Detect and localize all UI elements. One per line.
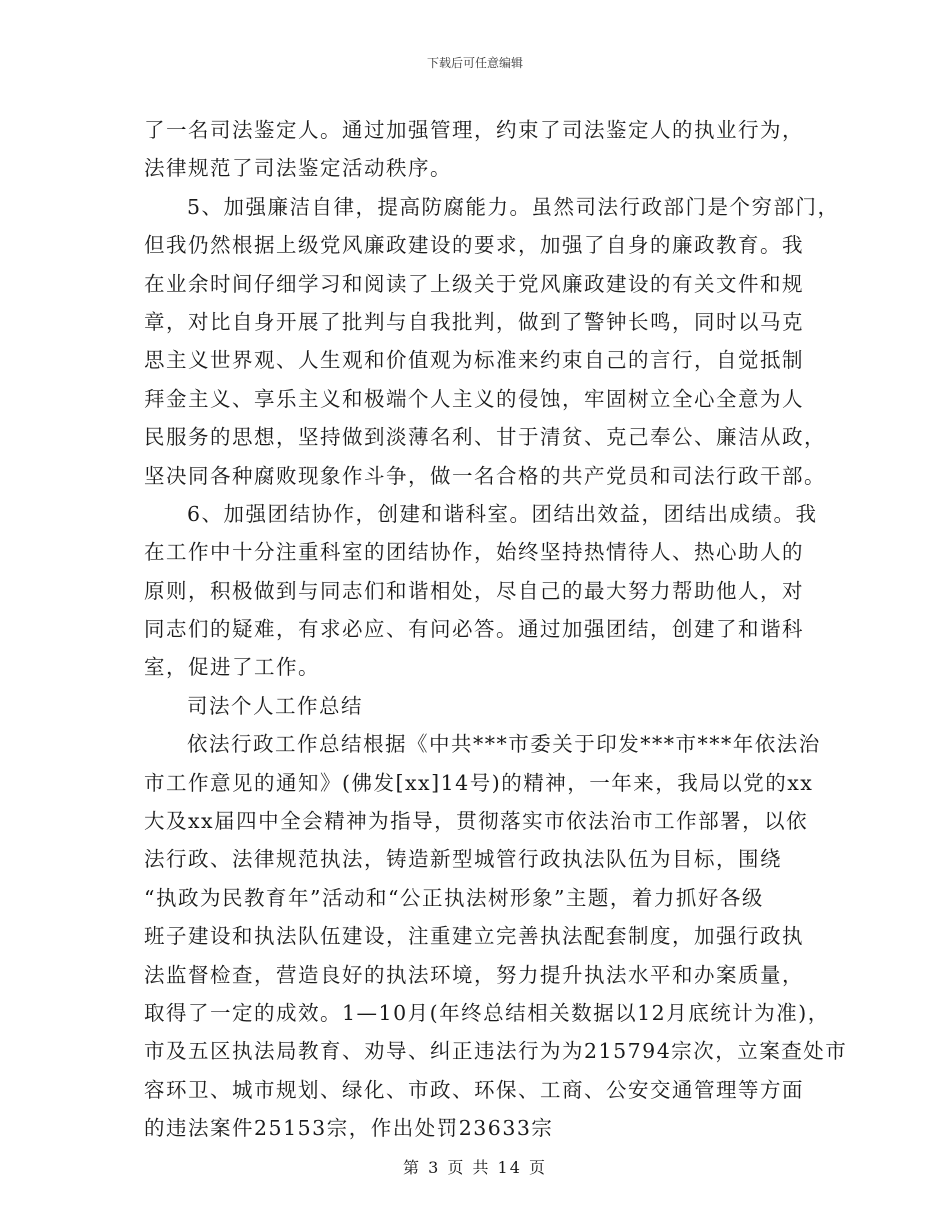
text-line: 在工作中十分注重科室的团结协作，始终坚持热情待人、热心助人的 [144, 540, 804, 565]
paragraph [144, 188, 840, 495]
text-line: 思主义世界观、人生观和价值观为标准来约束自己的言行，自觉抵制 [144, 348, 804, 373]
heading-line: 司法个人工作总结 [187, 693, 363, 718]
text-line: 在业余时间仔细学习和阅读了上级关于党风廉政建设的有关文件和规 [144, 271, 804, 296]
text-line: 的违法案件25153宗，作出处罚23633宗 [144, 1116, 554, 1141]
text-line: 同志们的疑难，有求必应、有问必答。通过加强团结，创建了和谐科 [144, 617, 804, 642]
paragraph [144, 495, 834, 687]
text-line: 室，促进了工作。 [144, 655, 320, 680]
text-line: “执政为民教育年”活动和“公正执法树形象”主题，着力抓好各级 [144, 885, 764, 910]
text-line: 了一名司法鉴定人。通过加强管理，约束了司法鉴定人的执业行为， [144, 118, 804, 142]
text-line: 依法行政工作总结根据《中共***市委关于印发***市***年依法治 [187, 732, 821, 757]
text-line: 取得了一定的成效。1—10月(年终总结相关数据以12月底统计为准)， [144, 1000, 830, 1025]
text-line: 原则，积极做到与同志们和谐相处，尽自己的最大努力帮助他人，对 [144, 578, 804, 603]
page-number: 第 3 页 共 14 页 [403, 1158, 547, 1177]
text-line: 章，对比自身开展了批判与自我批判，做到了警钟长鸣，同时以马克 [144, 309, 804, 334]
text-line: 6、加强团结协作，创建和谐科室。团结出效益，团结出成绩。我 [187, 501, 818, 526]
text-line: 容环卫、城市规划、绿化、市政、环保、工商、公安交通管理等方面 [144, 1077, 804, 1102]
section-heading [144, 687, 834, 725]
text-line: 5、加强廉洁自律，提高防腐能力。虽然司法行政部门是个穷部门， [187, 194, 840, 219]
text-line: 法监督检查，营造良好的执法环境，努力提升执法水平和办案质量， [144, 962, 804, 987]
document-body [144, 111, 848, 1148]
text-line: 市及五区执法局教育、劝导、纠正违法行为为215794宗次，立案查处市 [144, 1039, 848, 1064]
page-header: 下载后可任意编辑 [426, 56, 523, 70]
text-line: 市工作意见的通知》(佛发[xx]14号)的精神，一年来，我局以党的xx [144, 770, 814, 795]
text-line: 法律规范了司法鉴定活动秩序。 [144, 156, 452, 181]
paragraph [144, 725, 848, 1147]
text-line: 班子建设和执法队伍建设，注重建立完善执法配套制度，加强行政执 [144, 924, 804, 949]
text-line: 法行政、法律规范执法，铸造新型城管行政执法队伍为目标，围绕 [144, 847, 782, 872]
text-line: 坚决同各种腐败现象作斗争，做一名合格的共产党员和司法行政干部。 [144, 463, 826, 488]
text-line: 民服务的思想，坚持做到淡薄名利、甘于清贫、克己奉公、廉洁从政， [144, 425, 826, 450]
text-line: 大及xx届四中全会精神为指导，贯彻落实市依法治市工作部署，以依 [144, 809, 809, 834]
paragraph [144, 111, 834, 188]
text-line: 拜金主义、享乐主义和极端个人主义的侵蚀，牢固树立全心全意为人 [144, 386, 804, 411]
text-line: 但我仍然根据上级党风廉政建设的要求，加强了自身的廉政教育。我 [144, 233, 804, 258]
